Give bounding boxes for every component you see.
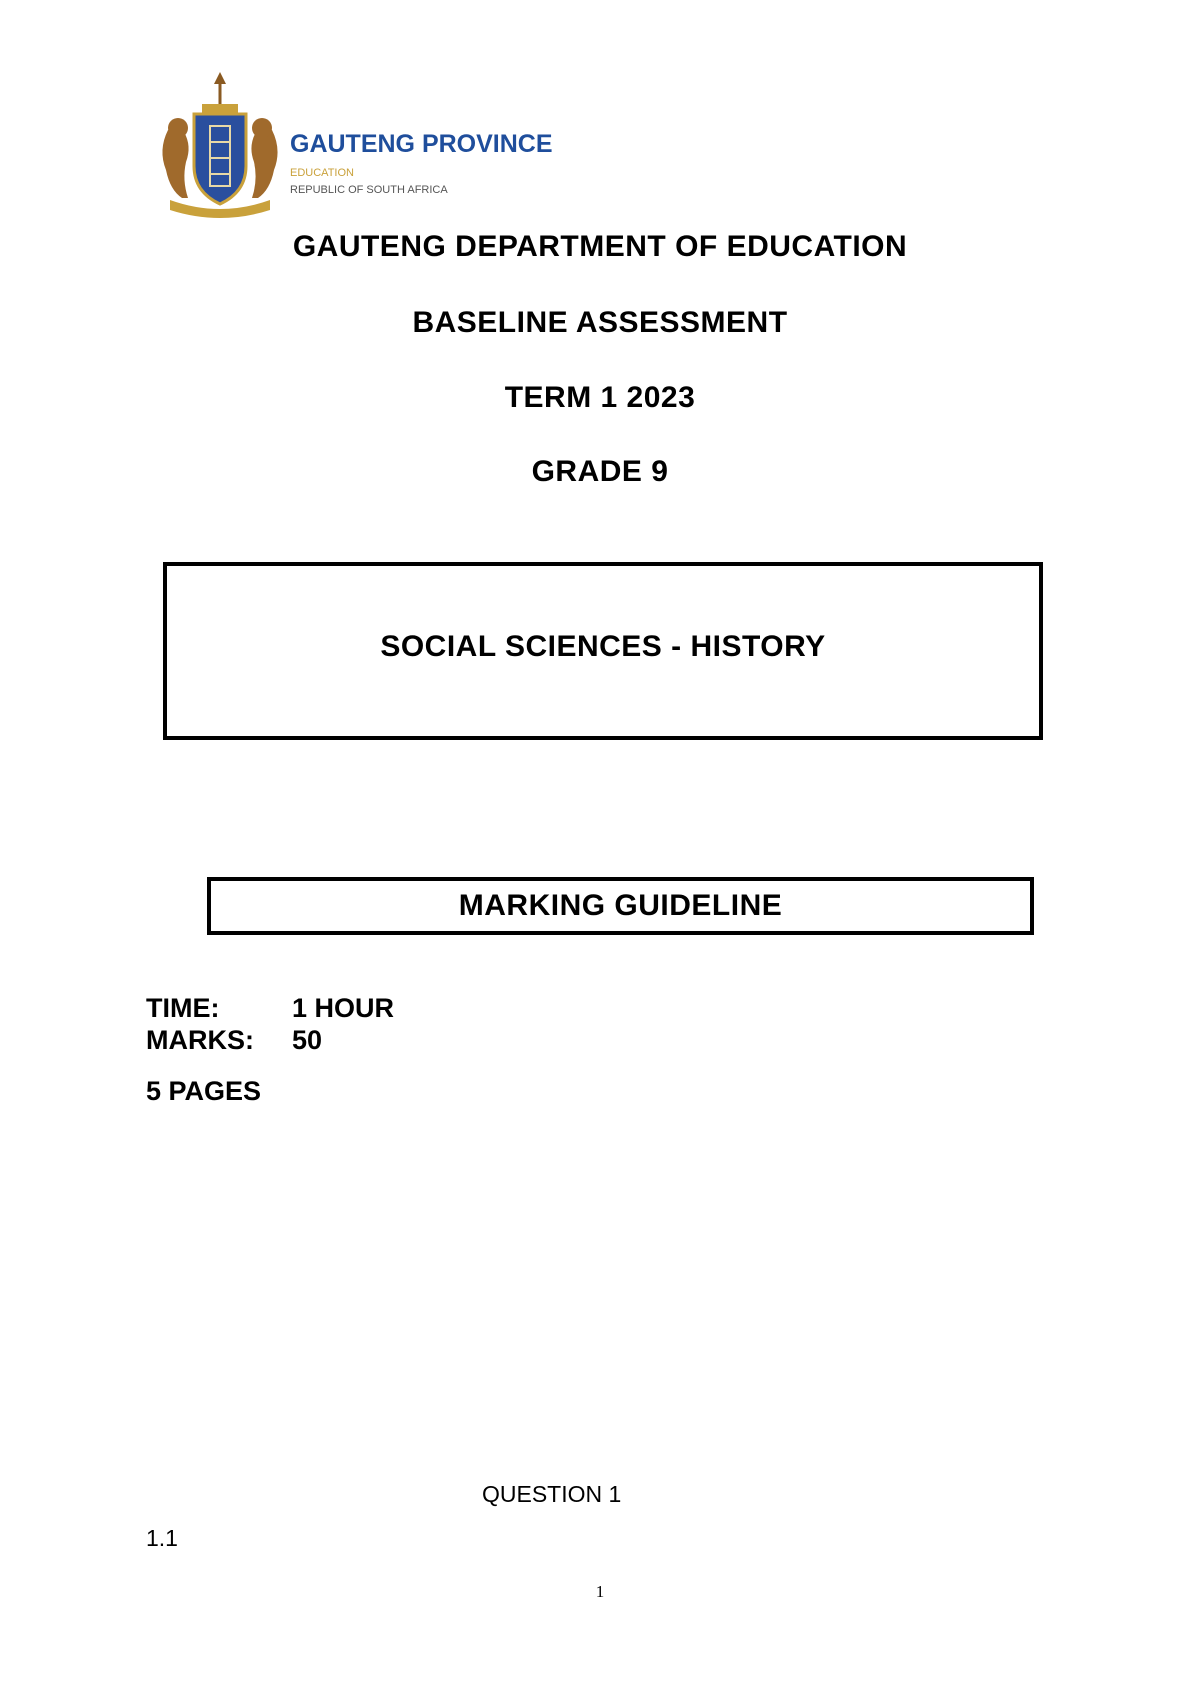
logo-province-text: GAUTENG PROVINCE: [290, 130, 553, 158]
marking-guideline-box: [207, 877, 1034, 935]
pages-count: 5 PAGES: [146, 1076, 262, 1106]
department-heading: GAUTENG DEPARTMENT OF EDUCATION: [292, 230, 908, 263]
grade-heading: GRADE 9: [531, 455, 669, 488]
coat-of-arms-icon: [148, 70, 553, 220]
assessment-heading: BASELINE ASSESSMENT: [412, 306, 788, 339]
subject-title: SOCIAL SCIENCES - HISTORY: [380, 630, 826, 663]
subject-box: [163, 562, 1043, 740]
marks-value: 50: [292, 1025, 323, 1055]
time-value: 1 HOUR: [292, 993, 395, 1023]
item-number: 1.1: [146, 1525, 178, 1551]
term-heading: TERM 1 2023: [504, 381, 696, 414]
logo-country-text: REPUBLIC OF SOUTH AFRICA: [290, 184, 448, 196]
gauteng-logo: [148, 70, 553, 220]
document-type-title: MARKING GUIDELINE: [458, 889, 783, 922]
page-number: 1: [595, 1582, 605, 1601]
question-heading: QUESTION 1: [482, 1481, 622, 1507]
time-label: TIME:: [146, 993, 220, 1023]
marks-label: MARKS:: [146, 1025, 254, 1055]
logo-department-text: EDUCATION: [290, 167, 354, 179]
